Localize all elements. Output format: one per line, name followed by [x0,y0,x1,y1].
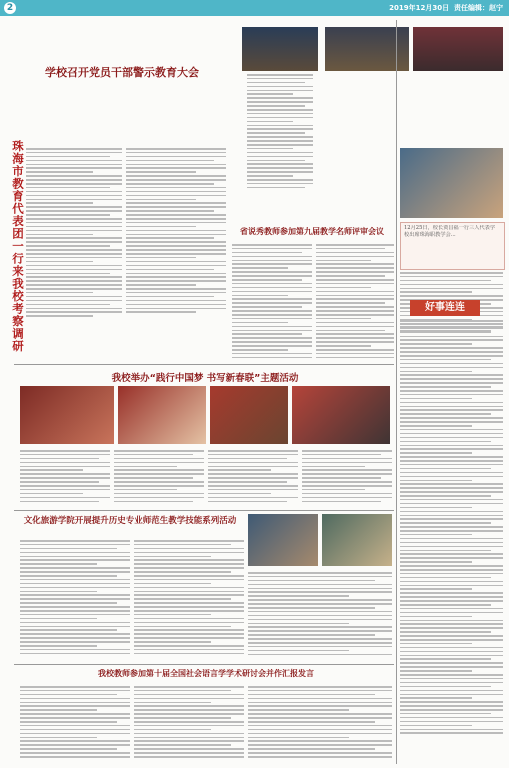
divider-horizontal-sociolinguistics [14,664,394,665]
article-body-teacher-review [232,244,312,364]
article-body-couplets-col4 [302,450,392,510]
article-body-teacher-review-col2 [316,244,394,364]
photo-calligraphy-1 [20,386,114,444]
article-title-history-teaching: 文化旅游学院开展提升历史专业师范生教学技能系列活动 [23,516,237,526]
article-title-spring-couplets: 我校举办“践行中国梦 书写新春联”主题活动 [111,373,299,384]
divider-horizontal-couplets [14,364,394,365]
photo-calligraphy-3 [210,386,288,444]
article-body-zhuhai [26,148,122,368]
article-photo-meeting [242,27,318,71]
article-body-warning-education [247,74,313,244]
article-body-couplets-col3 [208,450,298,510]
article-body-history [20,540,130,660]
good-news-column [400,320,503,760]
article-body-sociolinguistics [20,686,130,764]
article-body-sociolinguistics-col2 [134,686,244,764]
article-photo-stage [413,27,503,71]
photo-president-delegation [400,148,503,218]
page-number: 2 [4,2,16,14]
good-news-badge: 好事连连 [410,300,480,316]
photo-history-class-1 [248,514,318,566]
divider-horizontal-history [14,510,394,511]
article-title-sociolinguistics: 我校教师参加第十届全国社会语言学学术研讨会并作汇报发言 [98,669,314,678]
article-body-zhuhai-col2 [126,148,226,368]
article-body-history-col2 [134,540,244,660]
article-title-warning-education: 学校召开党员干部警示教育大会 [45,66,199,79]
article-title-zhuhai-delegation: 珠海市教育代表团一行来我校考察调研 [11,140,25,353]
header-date: 2019年12月30日 责任编辑：赵宁 [389,4,503,12]
divider-vertical-right [396,20,397,764]
photo-history-class-2 [322,514,392,566]
article-body-history-col3 [248,572,392,662]
article-body-sociolinguistics-col3 [248,686,392,764]
article-body-couplets-col2 [114,450,204,510]
article-title-teacher-review: 省说秀教师参加第九届教学名师评审会议 [240,227,384,236]
article-body-couplets [20,450,110,510]
photo-caption: 12月25日，校长贾昌福一行三人代表学校出席珠海职教学会... [404,225,496,238]
photo-calligraphy-2 [118,386,206,444]
photo-calligraphy-4 [292,386,390,444]
